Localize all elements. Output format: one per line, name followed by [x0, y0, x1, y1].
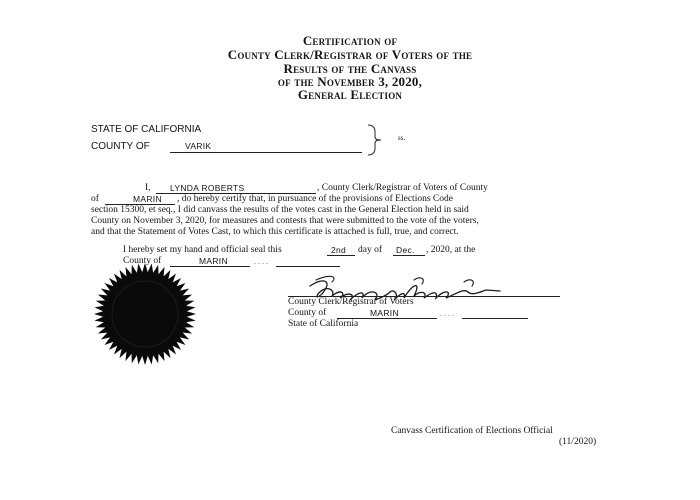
body-county-name: MARIN [133, 194, 162, 204]
seal-county-of: County of [123, 256, 162, 266]
seal-day-of: day of [358, 245, 383, 255]
seal-county-dots: . . . . [254, 257, 268, 266]
body-line-5: and that the Statement of Votes Cast, to which this certificate is attached is full, true, and correct. [91, 227, 459, 237]
venue-county-underline [170, 152, 362, 153]
signer-title: County Clerk/Registrar of Voters [288, 297, 414, 307]
title-line-2: County Clerk/Registrar of Voters of the [227, 47, 473, 62]
seal-clause-lead: I hereby set my hand and official seal this [123, 245, 282, 255]
seal-month: Dec. [396, 245, 415, 255]
seal-county: MARIN [199, 256, 228, 266]
body-line-1: , County Clerk/Registrar of Voters of County [317, 183, 488, 193]
body-of: of [91, 194, 99, 204]
venue-county-value: VARIK [185, 141, 212, 151]
form-name: Canvass Certification of Elections Official [391, 426, 553, 436]
official-name: LYNDA ROBERTS [170, 183, 245, 193]
seal-county-trailing-line [276, 266, 340, 267]
signer-county-dots: . . . . [440, 309, 454, 318]
title-line-1: Certification of [302, 33, 398, 48]
state-label: STATE OF CALIFORNIA [91, 124, 202, 135]
county-label: COUNTY OF [91, 141, 150, 152]
title-line-5: General Election [297, 87, 403, 102]
title-line-3: Results of the Canvass [283, 61, 417, 76]
form-code: (11/2020) [559, 437, 597, 447]
ss-mark: ss. [398, 134, 406, 142]
signer-county-of: County of [288, 308, 327, 318]
body-line-3: section 15300, et seq., I did canvass the results of the votes cast in the General Election held in said [91, 205, 469, 215]
signer-county: MARIN [370, 308, 399, 318]
seal-month-underline [393, 255, 425, 256]
signer-state: State of California [288, 319, 359, 329]
title-line-4: of the November 3, 2020, [277, 74, 423, 89]
body-line-4: County on November 3, 2020, for measures and contests that were submitted to the vote of the voters, [91, 216, 479, 226]
venue-brace [366, 124, 386, 156]
seal-day-underline [327, 255, 355, 256]
body-line-2: , do hereby certify that, in pursuance of the provisions of Elections Code [177, 194, 453, 204]
body-prefix: I, [145, 183, 151, 193]
official-seal-image [93, 262, 197, 366]
seal-day: 2nd [331, 245, 347, 255]
seal-year: , 2020, at the [426, 245, 476, 255]
signer-county-trailing-line [462, 318, 528, 319]
